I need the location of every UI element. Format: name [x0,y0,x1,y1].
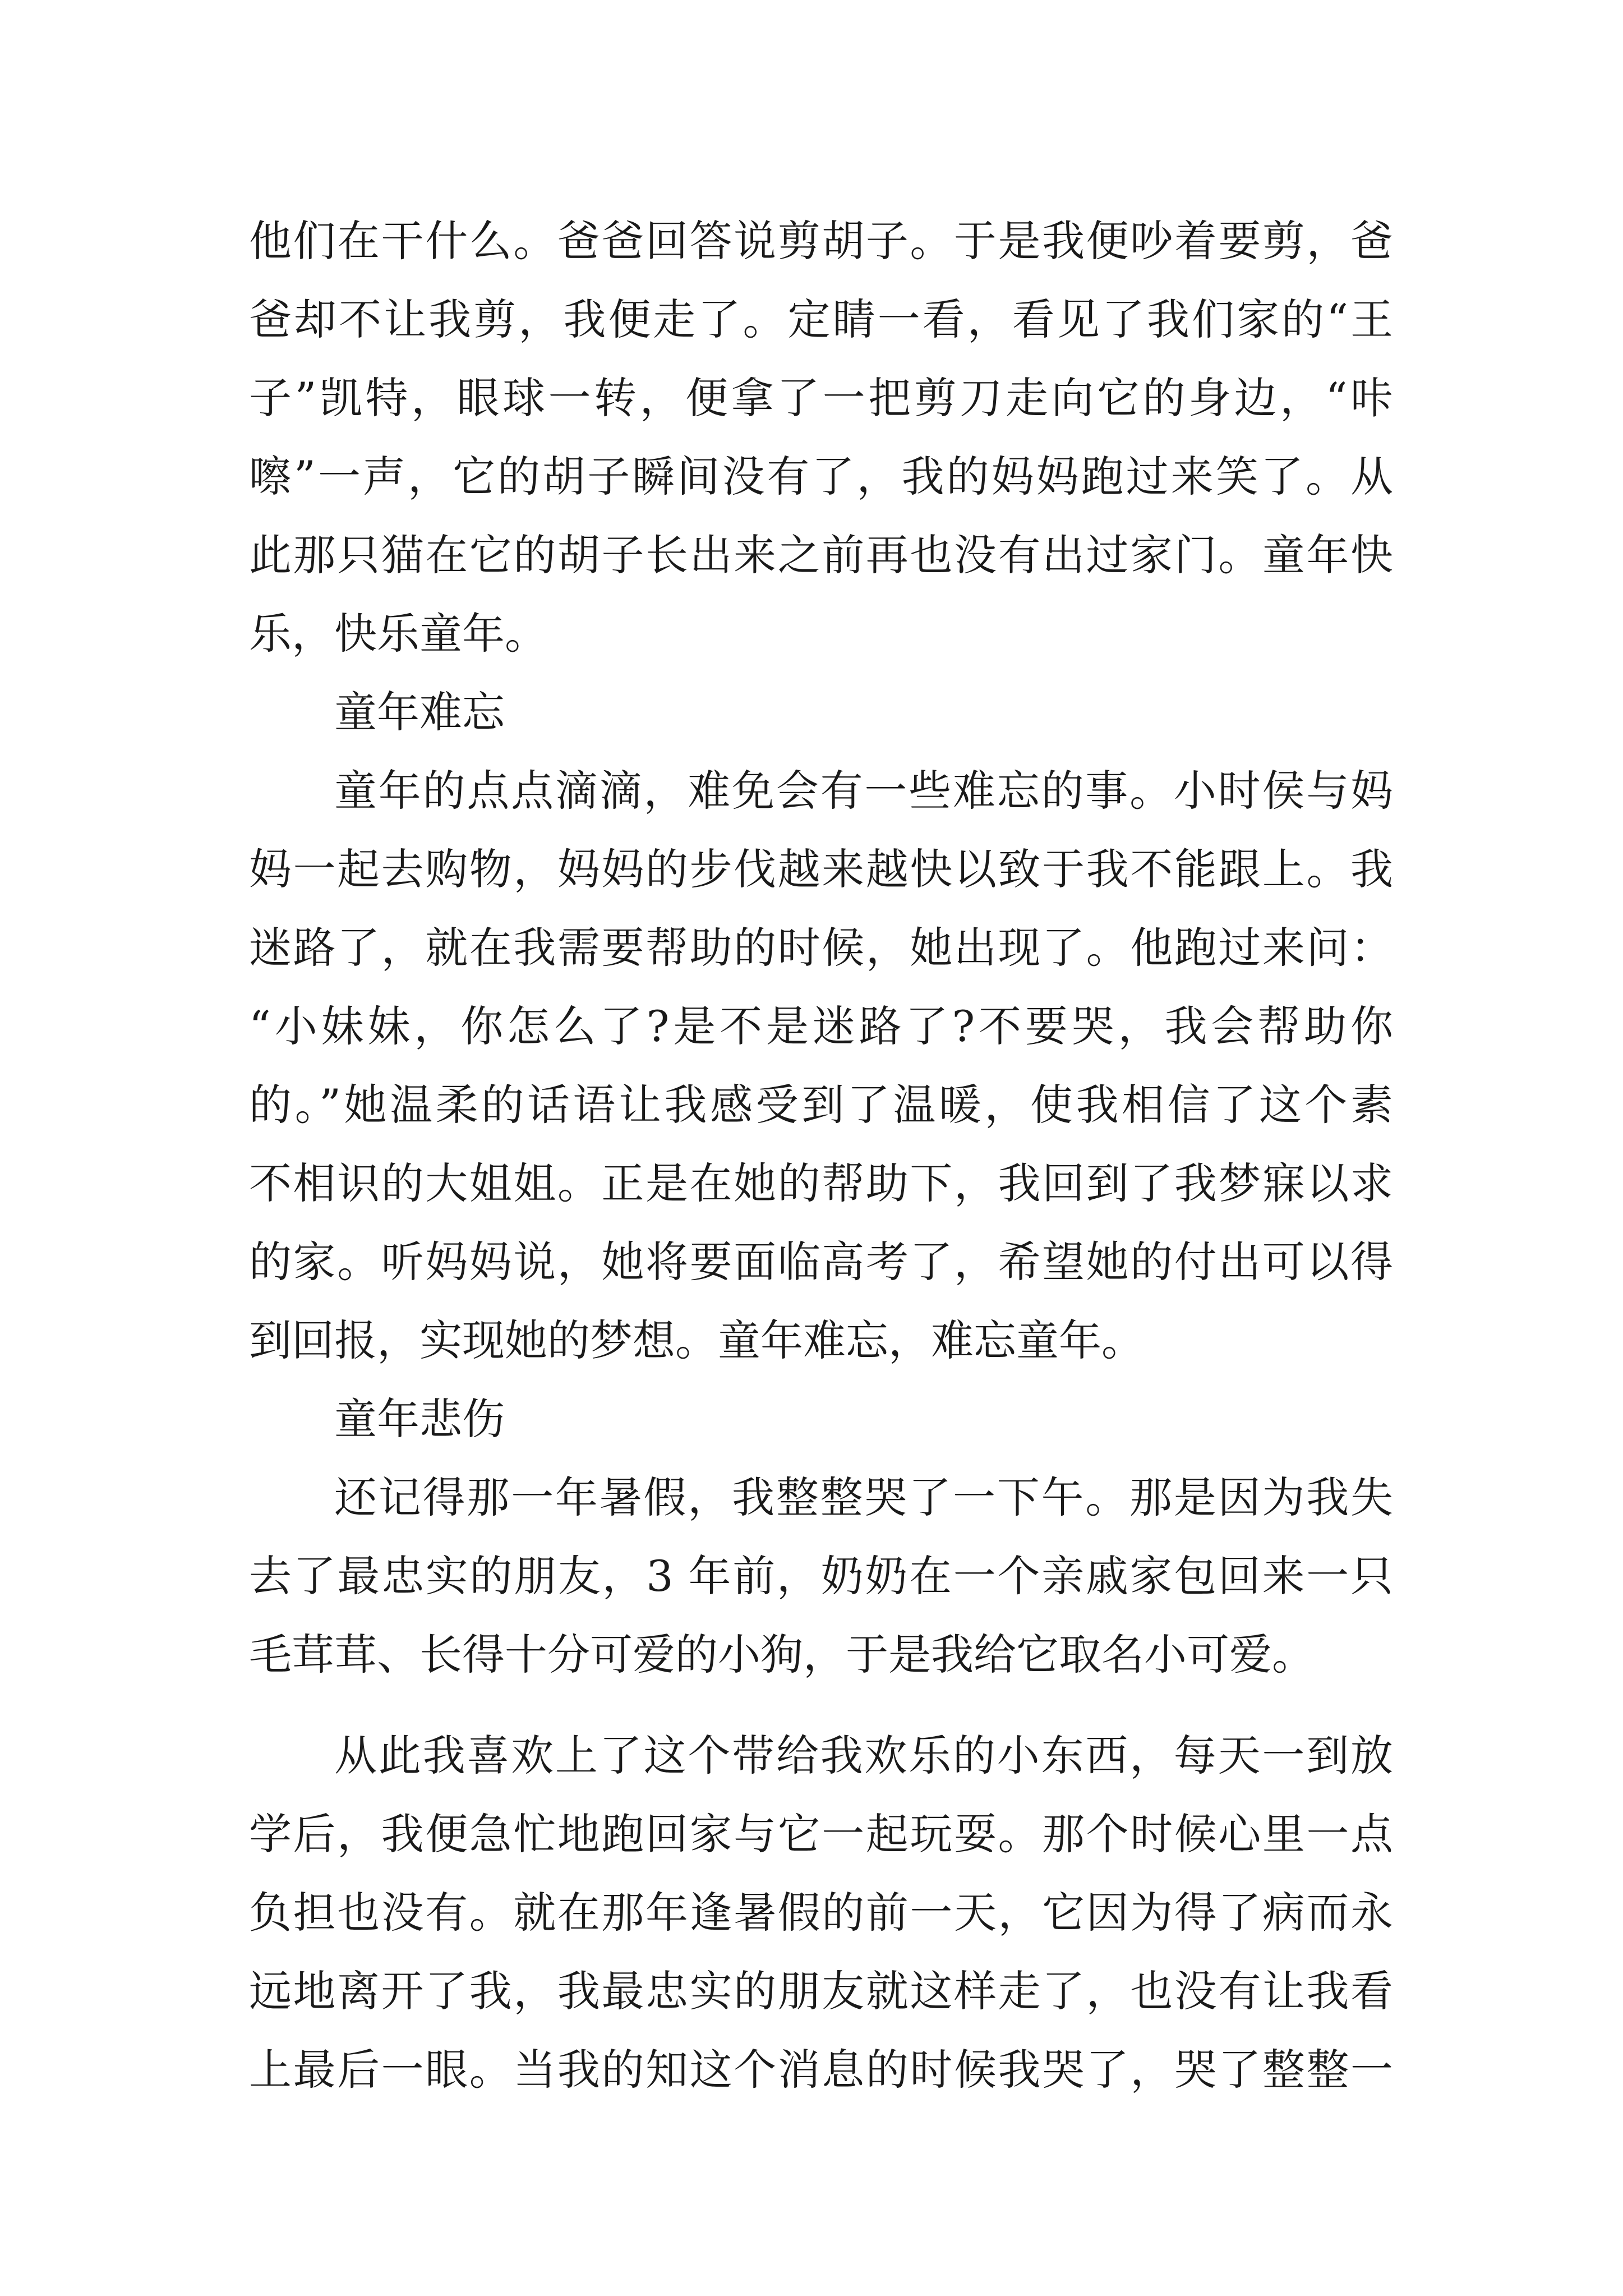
text-line: 童年的点点滴滴，难免会有一些难忘的事。小时侯与妈 [334,766,1393,816]
text-line: 的。”她温柔的话语让我感受到了温暖，使我相信了这个素 [249,1080,1393,1130]
section-heading: 童年悲伤 [334,1394,505,1444]
text-line: 爸却不让我剪，我便走了。定睛一看，看见了我们家的“王 [249,295,1393,344]
text-line: 上最后一眼。当我的知这个消息的时候我哭了，哭了整整一 [249,2045,1393,2095]
text-line: 去了最忠实的朋友，3 年前，奶奶在一个亲戚家包回来一只 [249,1551,1393,1601]
text-line: “小妹妹，你怎么了?是不是迷路了?不要哭，我会帮助你 [249,1001,1393,1051]
text-line: 他们在干什么。爸爸回答说剪胡子。于是我便吵着要剪，爸 [249,216,1393,266]
text-line: 学后，我便急忙地跑回家与它一起玩耍。那个时候心里一点 [249,1809,1393,1859]
text-line: 迷路了，就在我需要帮助的时候，她出现了。他跑过来问： [249,923,1393,973]
text-line: 子”凯特，眼球一转，便拿了一把剪刀走向它的身边，“咔 [249,373,1393,423]
text-line: 毛茸茸、长得十分可爱的小狗，于是我给它取名小可爱。 [249,1630,1315,1680]
text-line: 妈一起去购物，妈妈的步伐越来越快以致于我不能跟上。我 [249,844,1393,894]
text-line: 不相识的大姐姐。正是在她的帮助下，我回到了我梦寐以求 [249,1158,1393,1208]
text-line: 乐，快乐童年。 [249,609,547,659]
text-line: 此那只猫在它的胡子长出来之前再也没有出过家门。童年快 [249,530,1393,580]
text-line: 负担也没有。就在那年逢暑假的前一天，它因为得了病而永 [249,1888,1393,1938]
section-heading: 童年难忘 [334,687,505,737]
text-line: 远地离开了我，我最忠实的朋友就这样走了，也没有让我看 [249,1966,1393,2016]
text-line: 还记得那一年暑假，我整整哭了一下午。那是因为我失 [334,1473,1393,1522]
text-line: 的家。听妈妈说，她将要面临高考了，希望她的付出可以得 [249,1237,1393,1287]
text-line: 从此我喜欢上了这个带给我欢乐的小东西，每天一到放 [334,1731,1393,1780]
text-line: 嚓”一声，它的胡子瞬间没有了，我的妈妈跑过来笑了。从 [249,452,1393,501]
text-line: 到回报，实现她的梦想。童年难忘，难忘童年。 [249,1315,1144,1365]
